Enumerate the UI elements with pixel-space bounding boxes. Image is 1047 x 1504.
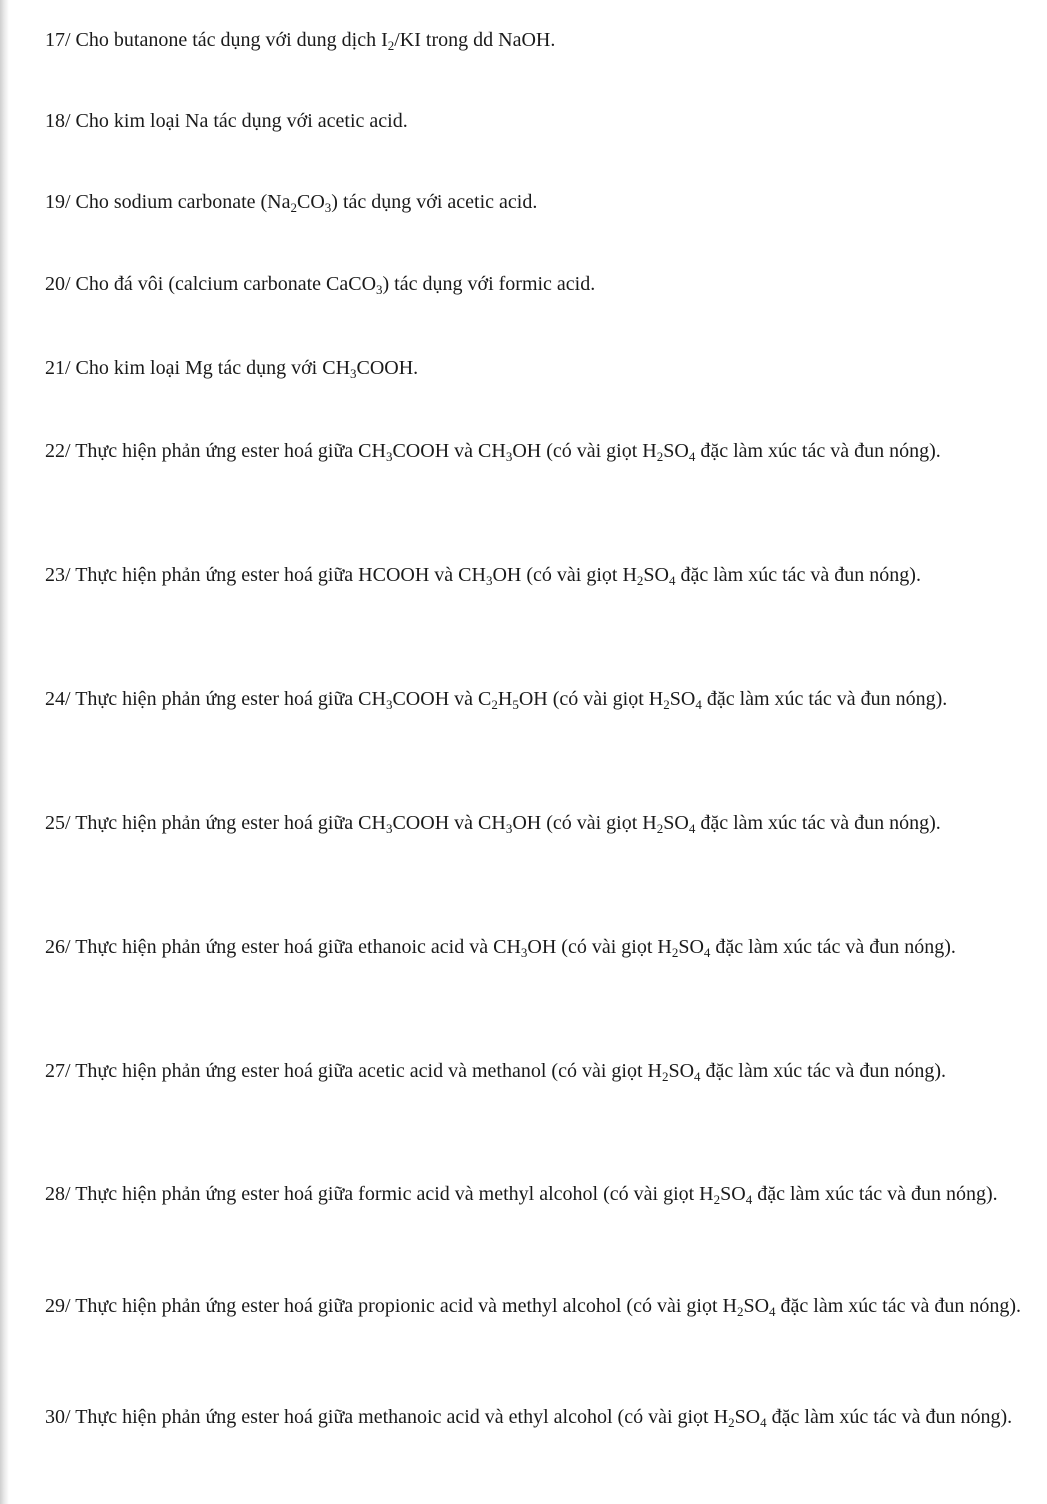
subscript: 2	[713, 1192, 721, 1207]
question-text: đặc làm xúc tác và đun nóng).	[775, 1295, 1022, 1317]
question-text: COOH.	[356, 357, 419, 379]
question-27	[45, 1058, 1040, 1084]
question-text: SO	[678, 936, 704, 958]
subscript: 3	[505, 449, 513, 464]
question-text: đặc làm xúc tác và đun nóng).	[752, 1183, 998, 1205]
question-text: đặc làm xúc tác và đun nóng).	[766, 1406, 1013, 1428]
question-text: 25/ Thực hiện phản ứng ester hoá giữa CH	[45, 812, 386, 834]
question-text: đặc làm xúc tác và đun nóng).	[701, 688, 948, 710]
question-text: đặc làm xúc tác và đun nóng).	[710, 936, 956, 958]
question-text: OH (có vài giọt H	[492, 564, 637, 586]
question-text: H	[497, 688, 513, 710]
subscript: 3	[324, 200, 332, 215]
subscript: 4	[668, 573, 676, 588]
subscript: 2	[290, 200, 297, 215]
question-text: OH (có vài giọt H	[518, 688, 664, 710]
subscript: 3	[485, 573, 493, 588]
subscript: 3	[350, 366, 357, 381]
question-20	[45, 271, 1040, 297]
question-text: 28/ Thực hiện phản ứng ester hoá giữa formic acid và methyl alcohol (có vài giọt H	[45, 1183, 714, 1205]
question-28	[45, 1181, 1040, 1207]
question-23	[45, 562, 1040, 588]
question-17	[45, 27, 1040, 53]
question-text: đặc làm xúc tác và đun nóng).	[700, 1060, 946, 1082]
subscript: 4	[703, 945, 711, 960]
question-text: COOH và C	[392, 688, 492, 710]
question-text: SO	[663, 812, 689, 834]
question-26	[45, 934, 1040, 960]
question-24	[45, 686, 1040, 712]
subscript: 2	[656, 821, 664, 836]
subscript: 4	[695, 697, 702, 712]
question-text: SO	[663, 440, 689, 462]
question-text: 17/ Cho butanone tác dụng với dung dịch I	[45, 29, 388, 51]
subscript: 2	[661, 1069, 669, 1084]
subscript: 2	[491, 697, 498, 712]
question-text: 26/ Thực hiện phản ứng ester hoá giữa ethanoic acid và CH	[45, 936, 521, 958]
question-text: /KI trong dd NaOH.	[394, 29, 556, 51]
question-21	[45, 355, 1040, 381]
question-text: 20/ Cho đá vôi (calcium carbonate CaCO	[45, 273, 377, 295]
question-19	[45, 189, 1040, 215]
question-text: OH (có vài giọt H	[512, 812, 657, 834]
question-text: SO	[743, 1295, 770, 1317]
question-29	[45, 1293, 1040, 1319]
question-text: SO	[720, 1183, 746, 1205]
question-text: đặc làm xúc tác và đun nóng).	[675, 564, 921, 586]
subscript: 2	[387, 38, 395, 53]
question-text: 22/ Thực hiện phản ứng ester hoá giữa CH	[45, 440, 386, 462]
question-text: SO	[669, 688, 696, 710]
subscript: 2	[671, 945, 679, 960]
question-text: đặc làm xúc tác và đun nóng).	[695, 440, 941, 462]
question-text: 30/ Thực hiện phản ứng ester hoá giữa methanoic acid và ethyl alcohol (có vài giọt H	[45, 1406, 729, 1428]
question-text: 27/ Thực hiện phản ứng ester hoá giữa acetic acid và methanol (có vài giọt H	[45, 1060, 662, 1082]
question-text: 18/ Cho kim loại Na tác dụng với acetic acid.	[45, 110, 408, 132]
question-text: đặc làm xúc tác và đun nóng).	[695, 812, 941, 834]
subscript: 5	[512, 697, 519, 712]
subscript: 3	[376, 282, 383, 297]
question-text: SO	[643, 564, 669, 586]
question-text: OH (có vài giọt H	[527, 936, 672, 958]
question-text: SO	[668, 1060, 695, 1082]
question-text: SO	[734, 1406, 761, 1428]
question-text: ) tác dụng với formic acid.	[382, 273, 596, 295]
question-text: ) tác dụng với acetic acid.	[331, 191, 538, 213]
subscript: 2	[736, 1304, 744, 1319]
subscript: 4	[745, 1192, 753, 1207]
subscript: 4	[688, 821, 696, 836]
question-text: CO	[297, 191, 325, 213]
subscript: 2	[656, 449, 664, 464]
subscript: 4	[694, 1069, 701, 1084]
question-text: 21/ Cho kim loại Mg tác dụng với CH	[45, 357, 351, 379]
question-text: 19/ Cho sodium carbonate (Na	[45, 191, 291, 213]
question-text: OH (có vài giọt H	[512, 440, 657, 462]
question-text: 29/ Thực hiện phản ứng ester hoá giữa propionic acid và methyl alcohol (có vài giọt H	[45, 1295, 737, 1317]
question-text: COOH và CH	[392, 812, 506, 834]
subscript: 3	[385, 821, 393, 836]
question-text: 23/ Thực hiện phản ứng ester hoá giữa HCOOH và CH	[45, 564, 486, 586]
question-25	[45, 810, 1040, 836]
question-18	[45, 108, 1040, 134]
subscript: 4	[769, 1304, 776, 1319]
subscript: 2	[636, 573, 644, 588]
subscript: 4	[760, 1415, 767, 1430]
subscript: 2	[663, 697, 670, 712]
subscript: 3	[385, 697, 393, 712]
subscript: 3	[385, 449, 393, 464]
question-30	[45, 1404, 1040, 1430]
subscript: 2	[728, 1415, 735, 1430]
subscript: 4	[688, 449, 696, 464]
question-text: 24/ Thực hiện phản ứng ester hoá giữa CH	[45, 688, 386, 710]
subscript: 3	[520, 945, 528, 960]
subscript: 3	[505, 821, 513, 836]
question-22	[45, 438, 1040, 464]
question-text: COOH và CH	[392, 440, 506, 462]
